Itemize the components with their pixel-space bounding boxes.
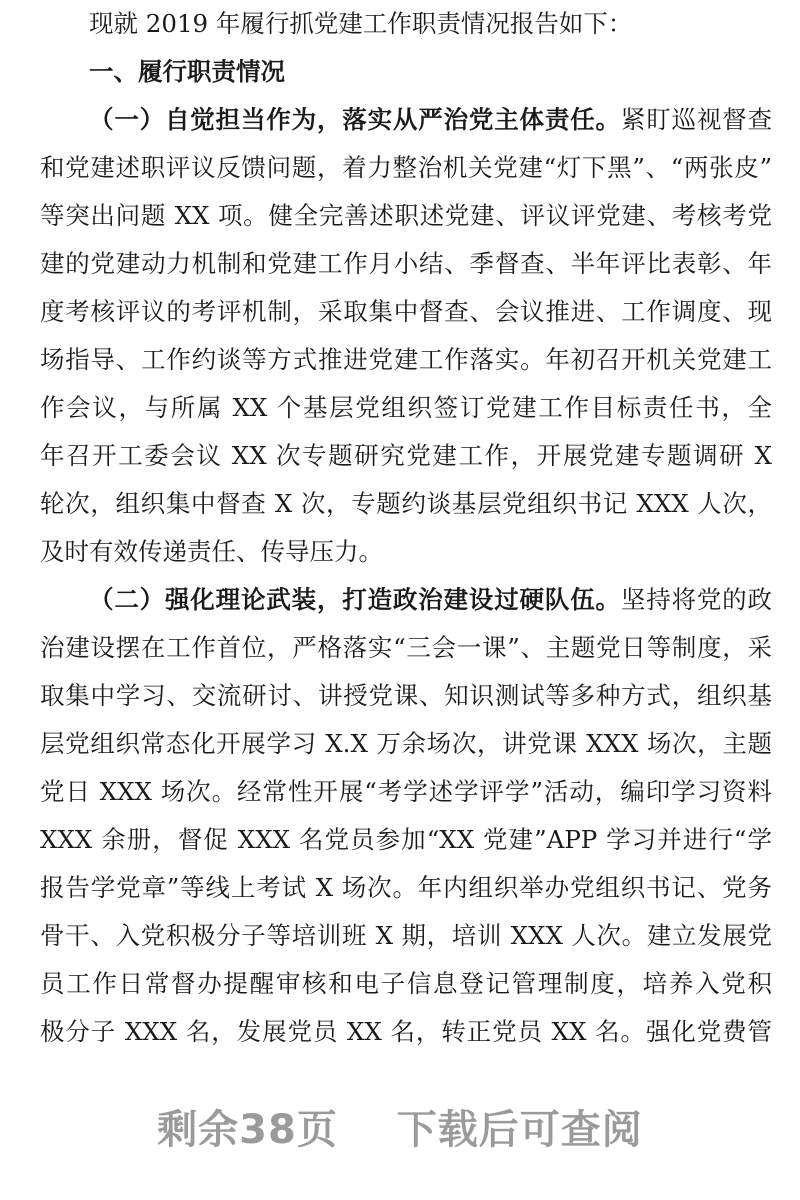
- paragraph-text: 坚持将党的政: [620, 585, 773, 614]
- paragraph-line: [40, 576, 772, 624]
- paragraph-line: 骨干、入党积极分子等培训班 X 期，培训 XXX 人次。建立发展党: [40, 921, 772, 950]
- subheading: （一）自觉担当作为，落实从严治党主体责任。: [89, 105, 621, 134]
- paragraph-line: 和党建述职评议反馈问题，着力整治机关党建“灯下黑”、“两张皮”: [40, 153, 772, 182]
- paragraph-line: 轮次，组织集中督查 X 次，专题约谈基层党组织书记 XXX 人次，: [40, 489, 772, 518]
- paragraph-line: 年召开工委会议 XX 次专题研究党建工作，开展党建专题调研 X: [40, 441, 772, 470]
- paragraph-text: 紧盯巡视督查: [620, 105, 773, 134]
- download-banner[interactable]: [0, 1098, 800, 1155]
- download-to-view-label: 下载后可查阅: [396, 1107, 643, 1153]
- paragraph-line: 报告学党章”等线上考试 X 场次。年内组织举办党组织书记、党务: [40, 873, 772, 902]
- paragraph-line: 治建设摆在工作首位，严格落实“三会一课”、主题党日等制度，采: [40, 633, 772, 662]
- paragraph-line: 及时有效传递责任、传导压力。: [40, 537, 383, 566]
- paragraph-line: 作会议，与所属 XX 个基层党组织签订党建工作目标责任书，全: [40, 393, 772, 422]
- document-body: [40, 0, 772, 1056]
- intro-line: 现就 2019 年履行抓党建工作职责情况报告如下：: [89, 9, 633, 38]
- paragraph-line: 建的党建动力机制和党建工作月小结、季督查、半年评比表彰、年: [40, 249, 772, 278]
- paragraph-line: 等突出问题 XX 项。健全完善述职述党建、评议评党建、考核考党: [40, 201, 772, 230]
- paragraph-line: 极分子 XXX 名，发展党员 XX 名，转正党员 XX 名。强化党费管: [40, 1017, 772, 1046]
- subheading: （二）强化理论武装，打造政治建设过硬队伍。: [89, 585, 621, 614]
- paragraph-line: 度考核评议的考评机制，采取集中督查、会议推进、工作调度、现: [40, 297, 772, 326]
- paragraph-line: [40, 96, 772, 144]
- paragraph-line: 员工作日常督办提醒审核和电子信息登记管理制度，培养入党积: [40, 969, 772, 998]
- paragraph-line: XXX 余册，督促 XXX 名党员参加“XX 党建”APP 学习并进行“学: [40, 825, 772, 854]
- paragraph-line: 场指导、工作约谈等方式推进党建工作落实。年初召开机关党建工: [40, 345, 772, 374]
- paragraph-line: 取集中学习、交流研讨、讲授党课、知识测试等多种方式，组织基: [40, 681, 772, 710]
- remaining-pages-label: 剩余38页: [157, 1107, 338, 1153]
- paragraph-line: 层党组织常态化开展学习 X.X 万余场次，讲党课 XXX 场次，主题: [40, 729, 772, 758]
- section-heading: 一、履行职责情况: [89, 57, 285, 86]
- paragraph-line: 党日 XXX 场次。经常性开展“考学述学评学”活动，编印学习资料: [40, 777, 772, 806]
